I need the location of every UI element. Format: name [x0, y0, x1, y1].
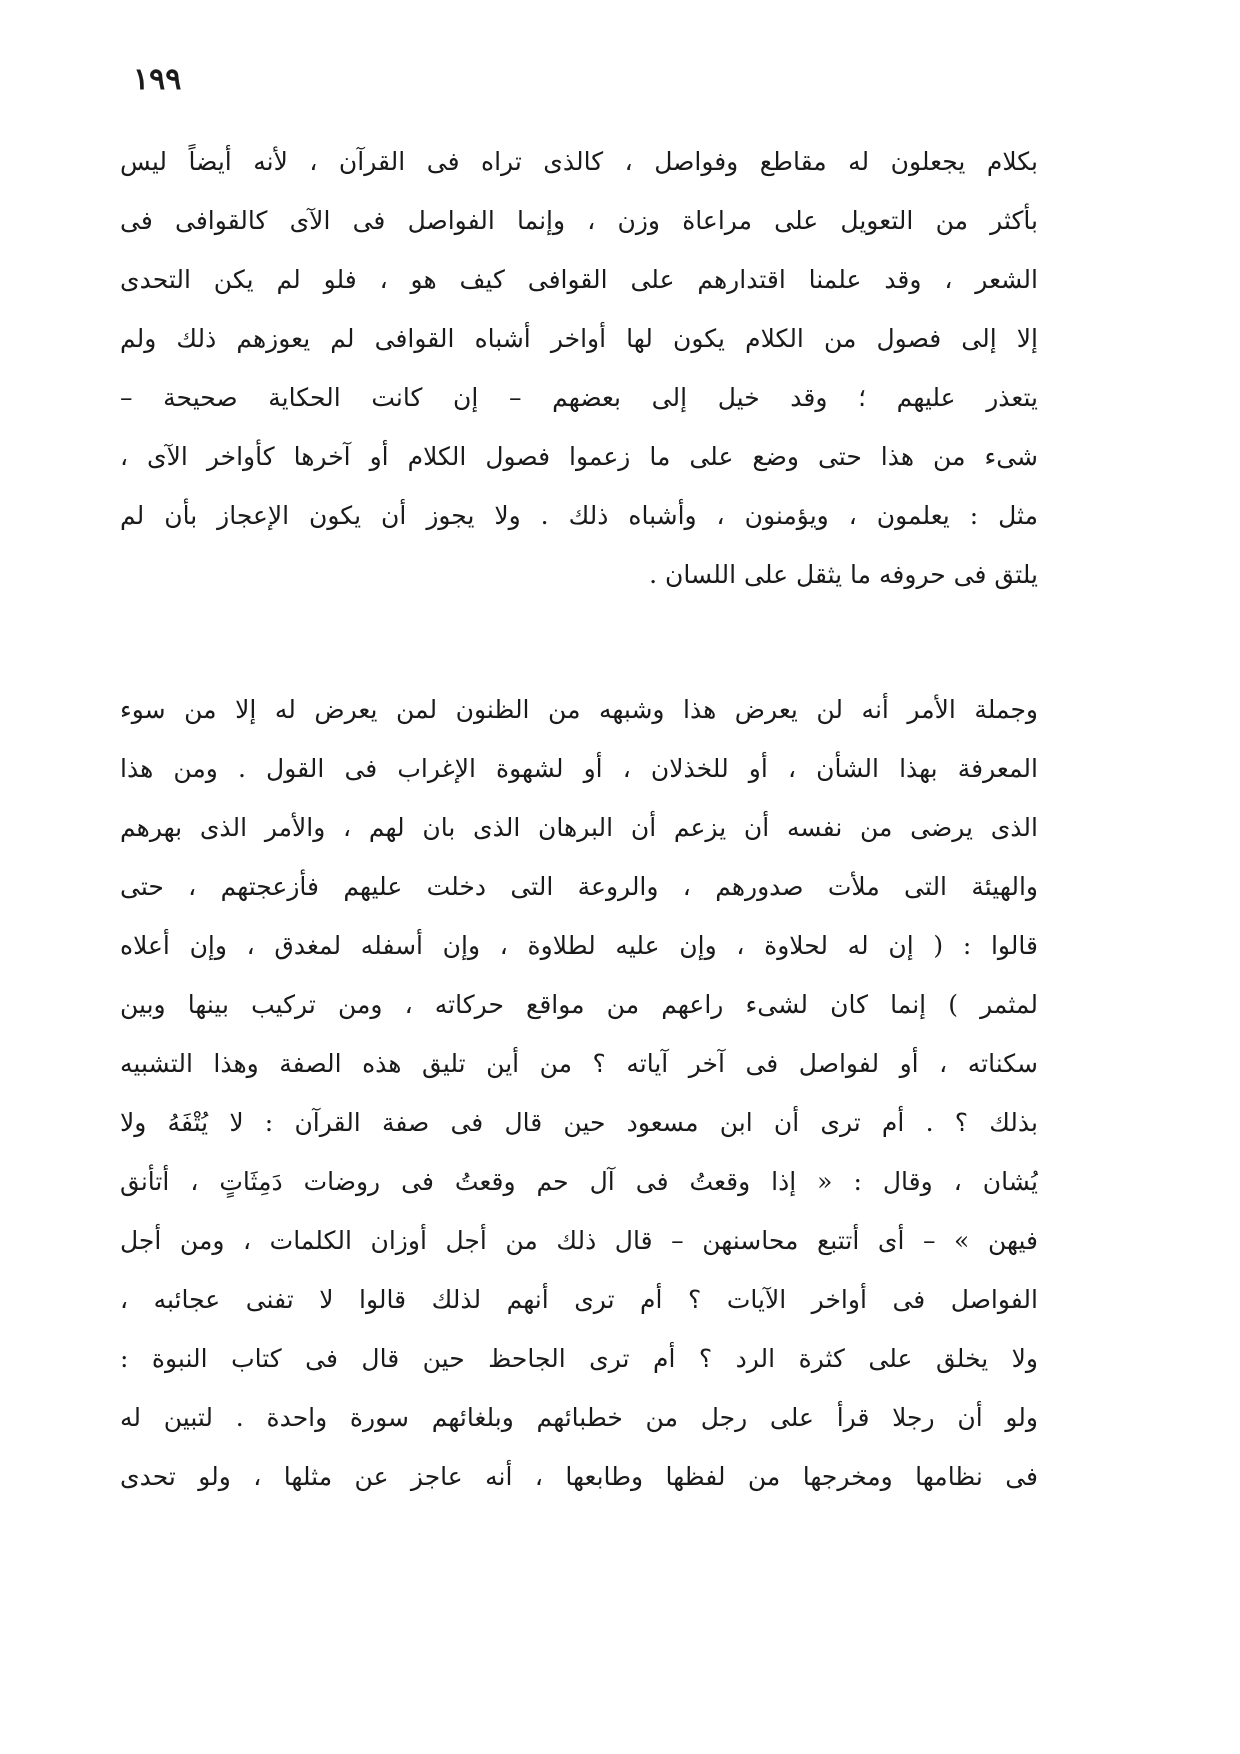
text-line: فيهن » – أى أتتبع محاسنهن – قال ذلك من أجل أوزان الكلمات ، ومن أجل — [120, 1226, 1038, 1255]
text-line: ولا يخلق على كثرة الرد ؟ أم ترى الجاحظ حين قال فى كتاب النبوة : — [120, 1344, 1038, 1373]
text-line: إلا إلى فصول من الكلام يكون لها أواخر أشباه القوافى لم يعوزهم ذلك ولم — [120, 324, 1038, 353]
paragraph-2 — [120, 680, 1038, 1506]
text-line: المعرفة بهذا الشأن ، أو للخذلان ، أو لشهوة الإغراب فى القول . ومن هذا — [120, 754, 1038, 783]
text-line: مثل : يعلمون ، ويؤمنون ، وأشباه ذلك . ولا يجوز أن يكون الإعجاز بأن لم — [120, 501, 1038, 530]
text-line: قالوا : ( إن له لحلاوة ، وإن عليه لطلاوة ، وإن أسفله لمغدق ، وإن أعلاه — [120, 931, 1038, 960]
text-line: الفواصل فى أواخر الآيات ؟ أم ترى أنهم لذلك قالوا لا تفنى عجائبه ، — [120, 1285, 1038, 1314]
text-line: يُشان ، وقال : « إذا وقعتُ فى آل حم وقعتُ فى روضات دَمِثَاتٍ ، أتأنق — [120, 1167, 1038, 1196]
paragraph-1 — [120, 132, 1038, 604]
text-line: والهيئة التى ملأت صدورهم ، والروعة التى دخلت عليهم فأزعجتهم ، حتى — [120, 872, 1038, 901]
text-line: فى نظامها ومخرجها من لفظها وطابعها ، أنه عاجز عن مثلها ، ولو تحدى — [120, 1462, 1038, 1491]
text-line: بكلام يجعلون له مقاطع وفواصل ، كالذى تراه فى القرآن ، لأنه أيضاً ليس — [120, 147, 1038, 176]
text-line: وجملة الأمر أنه لن يعرض هذا وشبهه من الظنون لمن يعرض له إلا من سوء — [120, 695, 1038, 724]
text-line: ولو أن رجلا قرأ على رجل من خطبائهم وبلغائهم سورة واحدة . لتبين له — [120, 1403, 1038, 1432]
text-line: الشعر ، وقد علمنا اقتدارهم على القوافى كيف هو ، فلو لم يكن التحدى — [120, 265, 1038, 294]
text-line: بذلك ؟ . أم ترى أن ابن مسعود حين قال فى صفة القرآن : لا يُتْفَهُ ولا — [120, 1108, 1038, 1137]
page-number: ١٩٩ — [133, 62, 182, 97]
text-line: يلتق فى حروفه ما يثقل على اللسان . — [649, 560, 1038, 589]
text-line: شىء من هذا حتى وضع على ما زعموا فصول الكلام أو آخرها كأواخر الآى ، — [120, 442, 1038, 471]
text-line: بأكثر من التعويل على مراعاة وزن ، وإنما الفواصل فى الآى كالقوافى فى — [120, 206, 1038, 235]
text-line: لمثمر ) إنما كان لشىء راعهم من مواقع حركاته ، ومن تركيب بينها وبين — [120, 990, 1038, 1019]
text-line: يتعذر عليهم ؛ وقد خيل إلى بعضهم – إن كانت الحكاية صحيحة – — [120, 383, 1038, 412]
text-line: سكناته ، أو لفواصل فى آخر آياته ؟ من أين تليق هذه الصفة وهذا التشبيه — [120, 1049, 1038, 1078]
text-line: الذى يرضى من نفسه أن يزعم أن البرهان الذى بان لهم ، والأمر الذى بهرهم — [120, 813, 1038, 842]
